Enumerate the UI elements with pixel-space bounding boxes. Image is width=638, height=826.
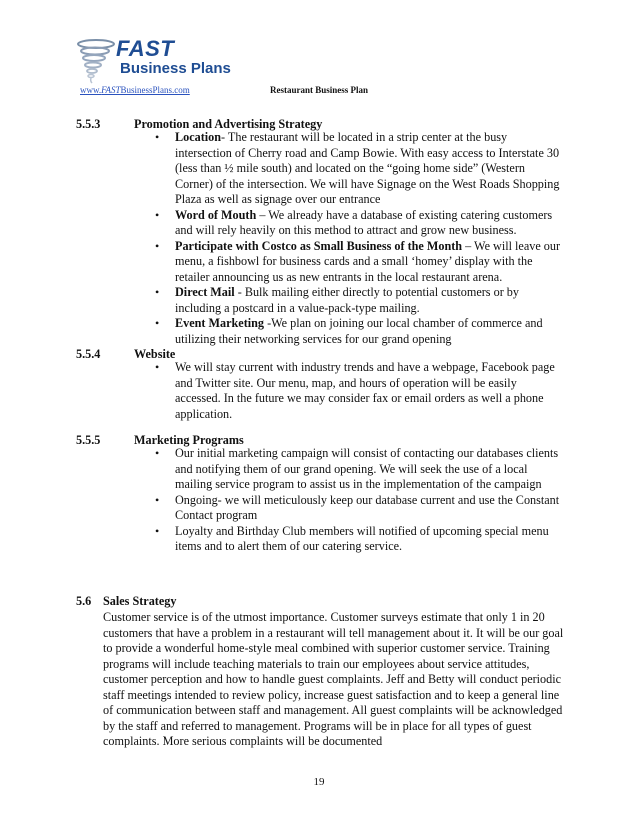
bullet-dot: • [155,446,160,460]
fast-business-plans-logo [76,38,246,88]
bullet-dot: • [155,130,160,144]
website-link[interactable]: www.FASTBusinessPlans.com [80,85,190,95]
list-item: • Our initial marketing campaign will consist of contacting our databases clients and notifying them of our grand opening. We will seek the use of a local mailing service program to assist us in the implementation of the campaign [155,446,559,491]
list-item: • Loyalty and Birthday Club members will notified of upcoming special menu items and to alert them of our catering service. [155,523,549,553]
document-title: Restaurant Business Plan [270,85,369,95]
list-item: • Word of Mouth – We already have a database of existing catering customers and will rely heavily on this method to attract and grow new business. [155,207,553,237]
section-number: 5.5.5 [76,433,101,447]
bullet-dot: • [155,238,160,253]
logo-text-fast: FAST [116,36,175,61]
bullet-list [155,130,565,347]
bullet-dot: • [155,207,160,222]
section-title: Marketing Programs [134,433,244,447]
bullet-dot: • [155,492,160,507]
list-item: • Participate with Costco as Small Business of the Month – We will leave our menu, a fishbowl for business cards and a small ‘homey’ display with the retailer announcing us as new entrants in the local restaurant arena. [155,238,561,284]
tornado-icon [76,38,120,84]
list-item: • Direct Mail - Bulk mailing either directly to potential customers or by including a postcard in a value-pack-type mailing. [155,285,519,315]
list-item: • We will stay current with industry trends and have a webpage, Facebook page and Twitter site. Our menu, map, and hours of operation will be easily accessed. In the future we may consider fax or email orders as well a phone application. [155,360,555,421]
section-title: Sales Strategy [103,594,177,608]
page-number: 19 [313,776,325,788]
list-item: • Ongoing- we will meticulously keep our database current and use the Constant Contact program [155,492,560,522]
logo-text-business-plans: Business Plans [120,60,231,77]
sales-strategy-paragraph: Customer service is of the utmost importance. Customer surveys estimate that only 1 in 20 customers that have a problem in a restaurant will tell management about it. It will be our goal to provide a wonderful home-style meal combined with superior customer service. Training programs will include teaching materials to train our employees about service attitudes, customer perception and how to handle guest complaints. Jeff and Betty will conduct periodic staff meetings intended to review policy, increase guest satisfaction and to keep a general line of communication between staff and management. All guest complaints will be acknowledged by the staff and referred to management. Programs will be in place for all types of guest complaints. More serious complaints will be documented [103,610,564,748]
section-number: 5.5.4 [76,347,101,361]
list-item: • Location- The restaurant will be located in a strip center at the busy intersection of Cherry road and Camp Bowie. With easy access to Interstate 30 (less than ½ mile south) and located on the “going home side” (Western Corner) of the intersection. We will have Signage on the West Roads Shopping Plaza as well as signage over our entrance [155,130,560,206]
list-item: • Event Marketing -We plan on joining our local chamber of commerce and utilizing their networking services for our grand opening [155,316,543,346]
bullet-dot: • [155,523,160,538]
section-number: 5.6 [76,594,92,608]
section-title: Promotion and Advertising Strategy [134,117,323,131]
bullet-list [155,360,565,422]
bullet-dot: • [155,316,160,330]
section-title: Website [134,347,176,361]
bullet-dot: • [155,360,160,374]
bullet-list [155,446,565,555]
bullet-dot: • [155,285,160,299]
section-number: 5.5.3 [76,117,101,131]
